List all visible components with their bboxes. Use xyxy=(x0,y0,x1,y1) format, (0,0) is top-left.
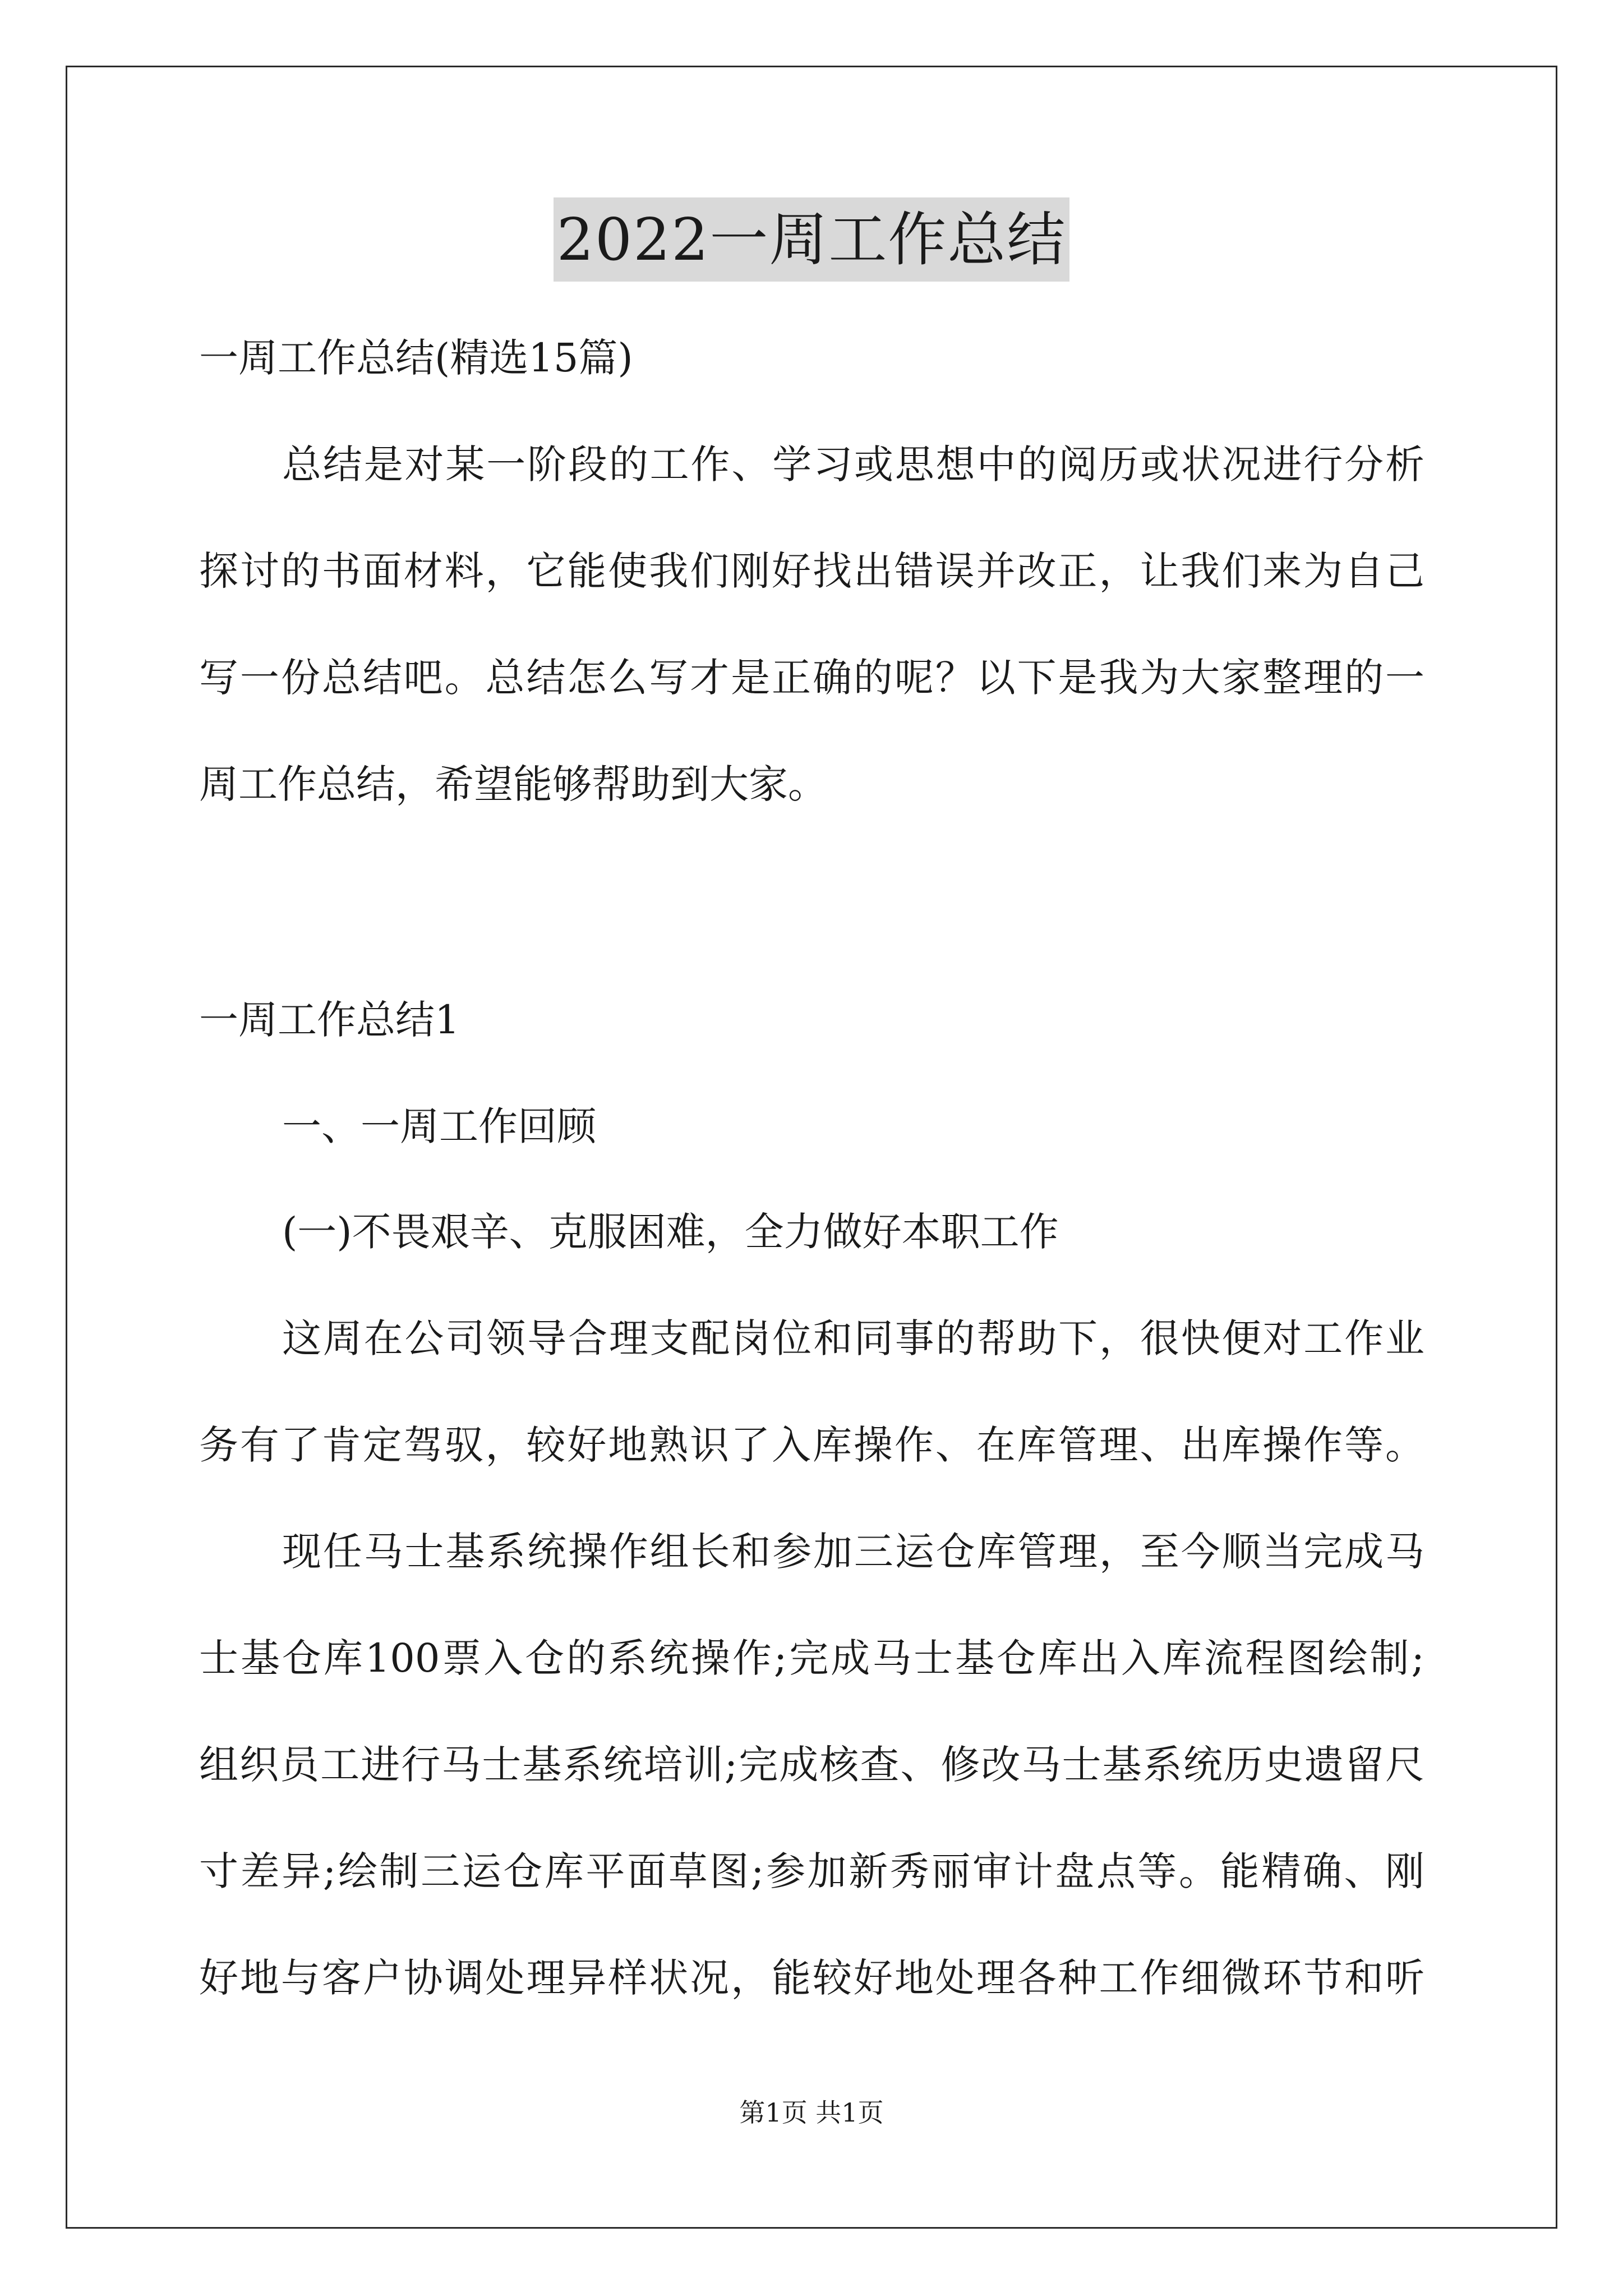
intro-line-1: 总结是对某一阶段的工作、学习或思想中的阅历或状况进行分析 xyxy=(282,441,1424,487)
intro-line-2: 探讨的书面材料，它能使我们刚好找出错误并改正，让我们来为自己 xyxy=(199,548,1424,594)
page-footer: 第1页 共1页 xyxy=(739,2097,884,2128)
para2-line-2: 士基仓库100票入仓的系统操作;完成马士基仓库出入库流程图绘制; xyxy=(199,1635,1424,1681)
sub-heading: (一)不畏艰辛、克服困难，全力做好本职工作 xyxy=(282,1209,1059,1255)
para2-line-3: 组织员工进行马士基系统培训;完成核查、修改马士基系统历史遗留尺 xyxy=(199,1742,1424,1788)
document-subtitle: 一周工作总结(精选15篇) xyxy=(199,335,633,381)
intro-line-3: 写一份总结吧。总结怎么写才是正确的呢？以下是我为大家整理的一 xyxy=(199,655,1424,701)
para1-line-2: 务有了肯定驾驭，较好地熟识了入库操作、在库管理、出库操作等。 xyxy=(199,1422,1424,1468)
para2-line-1: 现任马士基系统操作组长和参加三运仓库管理，至今顺当完成马 xyxy=(282,1529,1424,1575)
para1-line-1: 这周在公司领导合理支配岗位和同事的帮助下，很快便对工作业 xyxy=(282,1315,1424,1361)
document-title: 2022一周工作总结 xyxy=(554,197,1070,282)
para2-line-4: 寸差异;绘制三运仓库平面草图;参加新秀丽审计盘点等。能精确、刚 xyxy=(199,1848,1424,1894)
part-heading: 一、一周工作回顾 xyxy=(282,1103,596,1149)
section-heading: 一周工作总结1 xyxy=(199,997,460,1043)
para2-line-5: 好地与客户协调处理异样状况，能较好地处理各种工作细微环节和听 xyxy=(199,1955,1424,2001)
title-wrapper xyxy=(0,197,1623,282)
intro-line-4: 周工作总结，希望能够帮助到大家。 xyxy=(199,761,827,807)
